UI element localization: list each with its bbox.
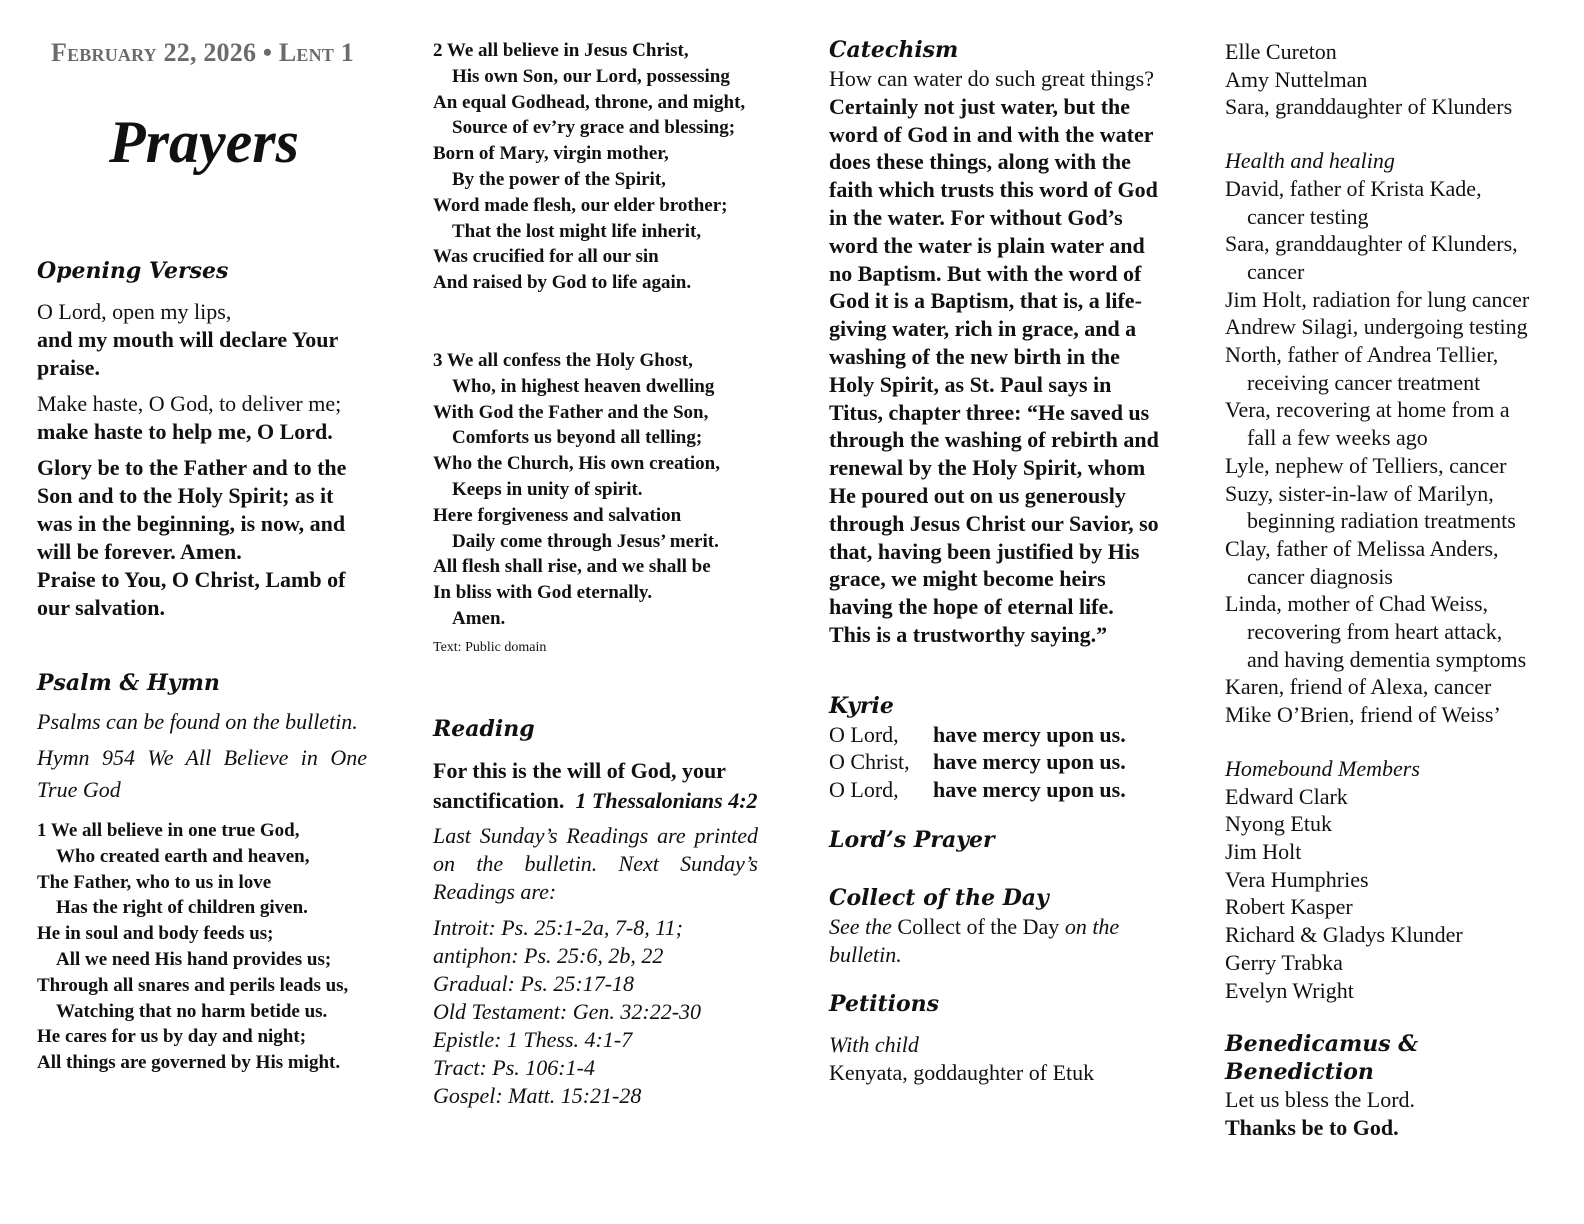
health-list — [1225, 175, 1560, 729]
list-item: cancer diagnosis — [1247, 563, 1393, 589]
reading-ref: 1 Thessalonians 4:2 — [575, 787, 758, 813]
list-item: Evelyn Wright — [1225, 977, 1354, 1003]
collect-pre: See the — [829, 914, 892, 940]
opening-verses-heading: Opening Verses — [37, 258, 229, 284]
hymn-line: An equal Godhead, throne, and might, — [433, 91, 746, 113]
gloria-patri: Glory be to the Father and to the Son and to the Holy Spirit; as it was in the beginning, is now, and will be forever. Amen. — [37, 455, 347, 564]
kyrie-response: have mercy upon us. — [933, 749, 1126, 775]
list-item: Mike O’Brien, friend of Weiss’ — [1225, 702, 1501, 728]
hymn-line: Keeps in unity of spirit. — [452, 478, 643, 500]
list-item: Edward Clark — [1225, 783, 1348, 809]
list-item: Jim Holt, radiation for lung cancer — [1225, 286, 1530, 312]
list-item: Robert Kasper — [1225, 894, 1353, 920]
hymn-line: Who, in highest heaven dwelling — [452, 375, 715, 397]
reading-item: Introit: Ps. 25:1-2a, 7-8, 11; antiphon: Ps. 25:6, 2b, 22 — [433, 914, 683, 968]
hymn-line: 3 We all confess the Holy Ghost, — [433, 349, 693, 371]
hymn-line: Has the right of children given. — [56, 897, 308, 919]
list-item: Lyle, nephew of Telliers, cancer — [1225, 452, 1507, 478]
list-item: recovering from heart attack, — [1247, 619, 1503, 645]
collect-mid: Collect of the Day — [897, 914, 1060, 940]
season: Lent 1 — [278, 38, 354, 67]
reading-item: Tract: Ps. 106:1-4 — [433, 1054, 595, 1080]
kyrie-response: have mercy upon us. — [933, 776, 1126, 802]
psalm-note: Psalms can be found on the bulletin. — [37, 709, 358, 734]
kyrie-heading: Kyrie — [829, 692, 894, 719]
hymn-line: Who the Church, His own creation, — [433, 453, 720, 475]
page-title: Prayers — [109, 109, 299, 175]
list-item: Kenyata, goddaughter of Etuk — [829, 1059, 1095, 1085]
list-item: Amy Nuttelman — [1225, 66, 1368, 92]
hymn-line: In bliss with God eternally. — [433, 582, 653, 604]
list-item: Nyong Etuk — [1225, 811, 1332, 837]
list-item: Clay, father of Melissa Anders, — [1225, 535, 1499, 561]
verse-2-bold: make haste to help me, O Lord. — [37, 419, 333, 444]
hymn-stanza-1 — [37, 818, 367, 1076]
hymn-line: Amen. — [452, 607, 506, 629]
kyrie-call: O Lord, — [829, 776, 899, 802]
list-item: North, father of Andrea Tellier, — [1225, 342, 1499, 368]
column-3 — [829, 0, 1159, 1087]
list-item: Karen, friend of Alexa, cancer — [1225, 674, 1492, 700]
column-1 — [37, 0, 367, 1076]
list-item: David, father of Krista Kade, — [1225, 175, 1482, 201]
hymn-line: Source of ev’ry grace and blessing; — [452, 117, 736, 139]
list-item: fall a few weeks ago — [1247, 425, 1428, 451]
reading-item: Old Testament: Gen. 32:22-30 — [433, 998, 702, 1024]
dateline — [51, 38, 367, 68]
hymn-line: All flesh shall rise, and we shall be — [433, 556, 711, 578]
hymn-stanza-2 — [433, 38, 758, 296]
hymn-line: That the lost might life inherit, — [452, 220, 702, 242]
list-item: Linda, mother of Chad Weiss, — [1225, 591, 1489, 617]
column-4 — [1225, 0, 1560, 1142]
hymn-credit: Text: Public domain — [433, 639, 547, 655]
health-label: Health and healing — [1225, 148, 1395, 174]
hymn-line: The Father, who to us in love — [37, 871, 272, 893]
hymn-line: His own Son, our Lord, possessing — [452, 65, 730, 87]
with-child-label: With child — [829, 1032, 919, 1058]
reading-item: Gospel: Matt. 15:21-28 — [433, 1082, 642, 1108]
catechism-heading: Catechism — [829, 37, 959, 63]
hymn-line: All we need His hand provides us; — [56, 948, 332, 970]
list-item: Sara, granddaughter of Klunders, — [1225, 231, 1518, 257]
benedicamus-heading: Benedicamus & Benediction — [1225, 1031, 1419, 1086]
hymn-line: By the power of the Spirit, — [452, 168, 666, 190]
date: February 22, 2026 — [51, 38, 257, 67]
list-item: cancer testing — [1247, 203, 1369, 229]
catechism-answer: Certainly not just water, but the word of God in and with the water does these things, along with the faith which trusts this word of God in the water. For without God’s word the water is plain water and no Baptism. But with the word of God it is a Baptism, that is, a life-giving water, rich in grace, and a washing of the new birth in the Holy Spirit, as St. Paul says in Titus, chapter three: “He saved us through the washing of rebirth and renewal by the Holy Spirit, whom He poured out on us generously through Jesus Christ our Savior, so that, having been justified by His grace, we might become heirs having the hope of eternal life. This is a trustworthy saying.” — [829, 93, 1159, 647]
homebound-list — [1225, 783, 1560, 1005]
hymn-line: Through all snares and perils leads us, — [37, 974, 349, 996]
hymn-line: All things are governed by His might. — [37, 1052, 341, 1074]
benedicamus-line-1: Let us bless the Lord. — [1225, 1087, 1416, 1113]
list-item: Vera, recovering at home from a — [1225, 397, 1510, 423]
petitions-list-continued — [1225, 38, 1560, 1004]
collect-post: on the bulletin. — [829, 914, 1120, 968]
kyrie-call: O Lord, — [829, 721, 899, 747]
hymn-line: With God the Father and the Son, — [433, 401, 709, 423]
hymn-line: Watching that no harm betide us. — [56, 1000, 328, 1022]
list-item: Elle Cureton — [1225, 39, 1337, 64]
hymn-line: Here forgiveness and salvation — [433, 504, 682, 526]
hymn-line: 1 We all believe in one true God, — [37, 820, 300, 841]
hymn-line: 2 We all believe in Jesus Christ, — [433, 40, 689, 61]
reading-item: Gradual: Ps. 25:17-18 — [433, 970, 635, 996]
list-item: Jim Holt — [1225, 838, 1302, 864]
list-item: Gerry Trabka — [1225, 949, 1343, 975]
hymn-line: Was crucified for all our sin — [433, 246, 659, 268]
hymn-line: Comforts us beyond all telling; — [452, 427, 703, 449]
verse-2-plain: Make haste, O God, to deliver me; — [37, 391, 342, 416]
benedicamus-line-2: Thanks be to God. — [1225, 1115, 1399, 1141]
reading-heading: Reading — [433, 715, 535, 742]
list-item: and having dementia symptoms — [1247, 646, 1527, 672]
hymn-line: Who created earth and heaven, — [56, 845, 310, 867]
kyrie-table — [829, 721, 1159, 804]
reading-verse-text: For this is the will of God, your sanctification. — [433, 757, 726, 813]
hymn-line: Born of Mary, virgin mother, — [433, 143, 669, 165]
verse-1-bold: and my mouth will declare Your praise. — [37, 327, 338, 380]
list-item: beginning radiation treatments — [1247, 508, 1516, 534]
list-item: Suzy, sister-in-law of Marilyn, — [1225, 480, 1494, 506]
list-item: cancer — [1247, 258, 1305, 284]
hymn-line: Word made flesh, our elder brother; — [433, 194, 728, 216]
kyrie-response: have mercy upon us. — [933, 721, 1126, 747]
reading-verse — [433, 756, 758, 816]
lords-prayer-heading: Lord’s Prayer — [829, 827, 995, 854]
catechism-question: How can water do such great things? — [829, 66, 1155, 91]
list-item: Sara, granddaughter of Klunders — [1225, 94, 1513, 120]
kyrie-call: O Christ, — [829, 749, 910, 775]
list-item: Vera Humphries — [1225, 866, 1369, 892]
collect-heading: Collect of the Day — [829, 885, 1049, 912]
hymn-line: And raised by God to life again. — [433, 272, 692, 294]
list-item: Richard & Gladys Klunder — [1225, 922, 1463, 948]
hymn-line: He cares for us by day and night; — [37, 1026, 307, 1048]
collect-note — [829, 913, 1159, 969]
column-2 — [433, 0, 758, 1110]
list-item: receiving cancer treatment — [1247, 369, 1481, 395]
petitions-heading: Petitions — [829, 991, 940, 1018]
hymn-line: He in soul and body feeds us; — [37, 923, 274, 945]
list-item: Andrew Silagi, undergoing testing — [1225, 314, 1528, 340]
hymn-note: Hymn 954 We All Believe in One True God — [37, 745, 367, 802]
date-separator: • — [262, 38, 273, 67]
praise-line: Praise to You, O Christ, Lamb of our salvation. — [37, 567, 346, 620]
psalm-hymn-heading: Psalm & Hymn — [37, 670, 220, 696]
hymn-stanza-3 — [433, 348, 758, 632]
reading-item: Epistle: 1 Thess. 4:1-7 — [433, 1026, 633, 1052]
readings-list — [433, 914, 758, 1110]
hymn-line: Daily come through Jesus’ merit. — [452, 530, 719, 552]
petitions-list-start — [829, 1031, 1159, 1086]
verse-1-plain: O Lord, open my lips, — [37, 299, 232, 324]
readings-note: Last Sunday’s Readings are printed on the bulletin. Next Sunday’s Readings are: — [433, 822, 758, 904]
homebound-label: Homebound Members — [1225, 755, 1420, 781]
